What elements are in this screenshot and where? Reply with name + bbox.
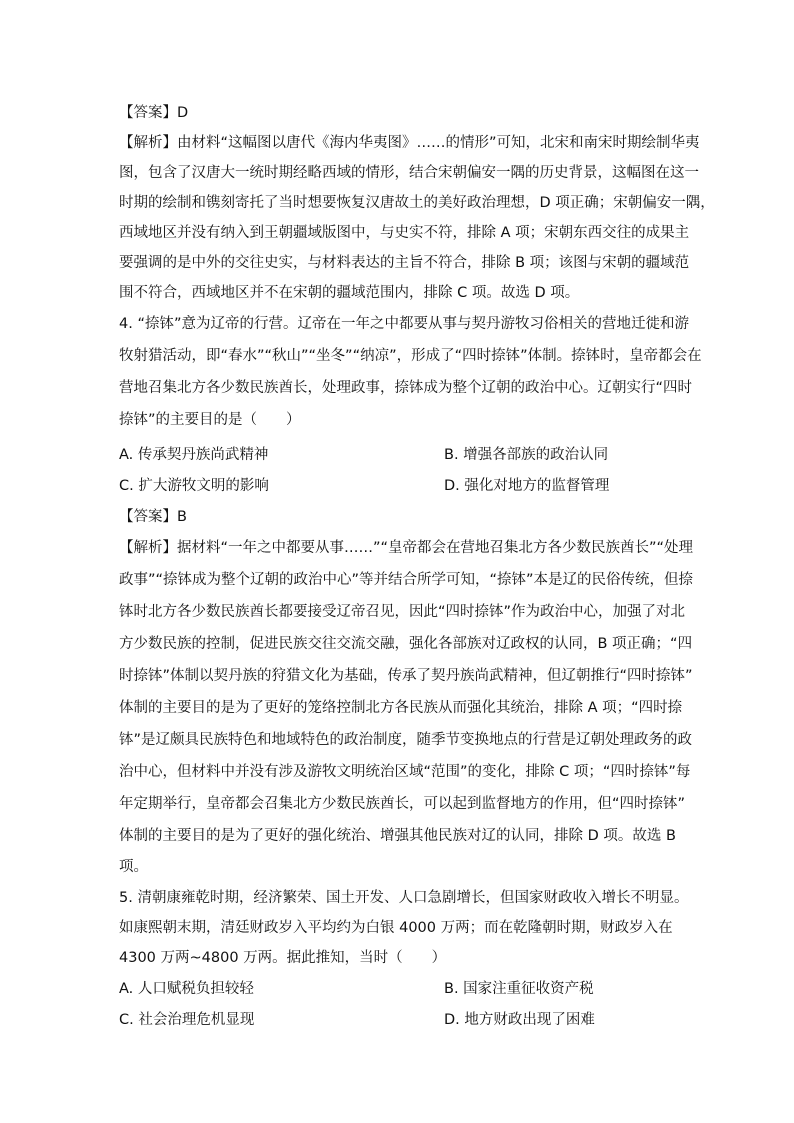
q4-analysis-line-8: 治中心，但材料中并没有涉及游牧文明统治区域“范围”的变化，排除 C 项；“四时捺钵”每 [119,764,691,780]
q3-analysis-line-5: 要强调的是中外的交往史实，与材料表达的主旨不符合，排除 B 项；该图与宋朝的疆域范 [119,255,690,271]
q3-analysis-line-2: 图，包含了汉唐大一统时期经略西域的情形，结合宋朝偏安一隅的历史背景，这幅图在这一 [119,165,699,181]
q4-stem-line-1: 4. “捺钵”意为辽帝的行营。辽帝在一年之中都要从事与契丹游牧习俗相关的营地迁徙和游 [119,316,689,332]
q3-analysis-line-6: 围不符合，西域地区并不在宋朝的疆域范围内，排除 C 项。故选 D 项。 [119,285,580,301]
q3-analysis-line-4: 西域地区并没有纳入到王朝疆域版图中，与史实不符，排除 A 项；宋朝东西交往的成果主 [119,225,690,241]
q4-option-d: D. 强化对地方的监督管理 [444,478,610,494]
q5-option-a: A. 人口赋税负担较轻 [119,981,254,997]
q3-analysis-line-3: 时期的绘制和镌刻寄托了当时想要恢复汉唐故土的美好政治理想，D 项正确；宋朝偏安一隅， [119,195,715,211]
q5-option-d: D. 地方财政出现了困难 [444,1012,595,1028]
q4-option-c: C. 扩大游牧文明的影响 [119,478,269,494]
q5-stem-line-2: 如康熙朝末期，清廷财政岁入平均约为白银 4000 万两；而在乾隆朝时期，财政岁入在 [119,920,673,936]
q4-stem-line-2: 牧射猎活动，即“春水”“秋山”“坐冬”“纳凉”，形成了“四时捺钵”体制。捺钵时，皇帝都会在 [119,348,702,364]
q4-answer: 【答案】B [119,509,187,525]
q4-analysis-line-11: 项。 [119,859,148,875]
q4-analysis-line-2: 政事”“捺钵成为整个辽朝的政治中心”等并结合所学可知，“捺钵”本是辽的民俗传统，但捺 [119,572,694,588]
q4-stem-line-4: 捺钵”的主要目的是（ ） [119,412,301,428]
q3-analysis-line-1: 【解析】由材料“这幅图以唐代《海内华夷图》……的情形”可知，北宋和南宋时期绘制华夷 [119,135,700,151]
q4-analysis-line-4: 方少数民族的控制，促进民族交往交流交融，强化各部族对辽政权的认同，B 项正确；“四 [119,636,693,652]
q4-analysis-line-6: 体制的主要目的是为了更好的笼络控制北方各民族从而强化其统治，排除 A 项；“四时捺 [119,700,683,716]
q4-option-b: B. 增强各部族的政治认同 [444,447,609,463]
q4-analysis-line-10: 体制的主要目的是为了更好的强化统治、增强其他民族对辽的认同，排除 D 项。故选 B [119,828,676,844]
q4-analysis-line-1: 【解析】据材料“一年之中都要从事……”“皇帝都会在营地召集北方各少数民族酋长”“处理 [119,540,694,556]
q4-analysis-line-7: 钵”是辽颇具民族特色和地域特色的政治制度，随季节变换地点的行营是辽朝处理政务的政 [119,732,693,748]
q4-stem-line-3: 营地召集北方各少数民族酋长，处理政事，捺钵成为整个辽朝的政治中心。辽朝实行“四时 [119,380,693,396]
q4-analysis-line-3: 钵时北方各少数民族酋长都要接受辽帝召见，因此“四时捺钵”作为政治中心，加强了对北 [119,604,686,620]
q3-answer: 【答案】D [119,105,189,121]
q5-stem-line-3: 4300 万两~4800 万两。据此推知，当时（ ） [119,950,447,966]
q5-stem-line-1: 5. 清朝康雍乾时期，经济繁荣、国土开发、人口急剧增长，但国家财政收入增长不明显。 [119,890,689,906]
q4-analysis-line-5: 时捺钵”体制以契丹族的狩猎文化为基础，传承了契丹族尚武精神，但辽朝推行“四时捺钵” [119,668,693,684]
q4-option-a: A. 传承契丹族尚武精神 [119,447,269,463]
q4-analysis-line-9: 年定期举行，皇帝都会召集北方少数民族酋长，可以起到监督地方的作用，但“四时捺钵” [119,796,686,812]
q5-option-b: B. 国家注重征收资产税 [444,981,594,997]
q5-option-c: C. 社会治理危机显现 [119,1012,255,1028]
